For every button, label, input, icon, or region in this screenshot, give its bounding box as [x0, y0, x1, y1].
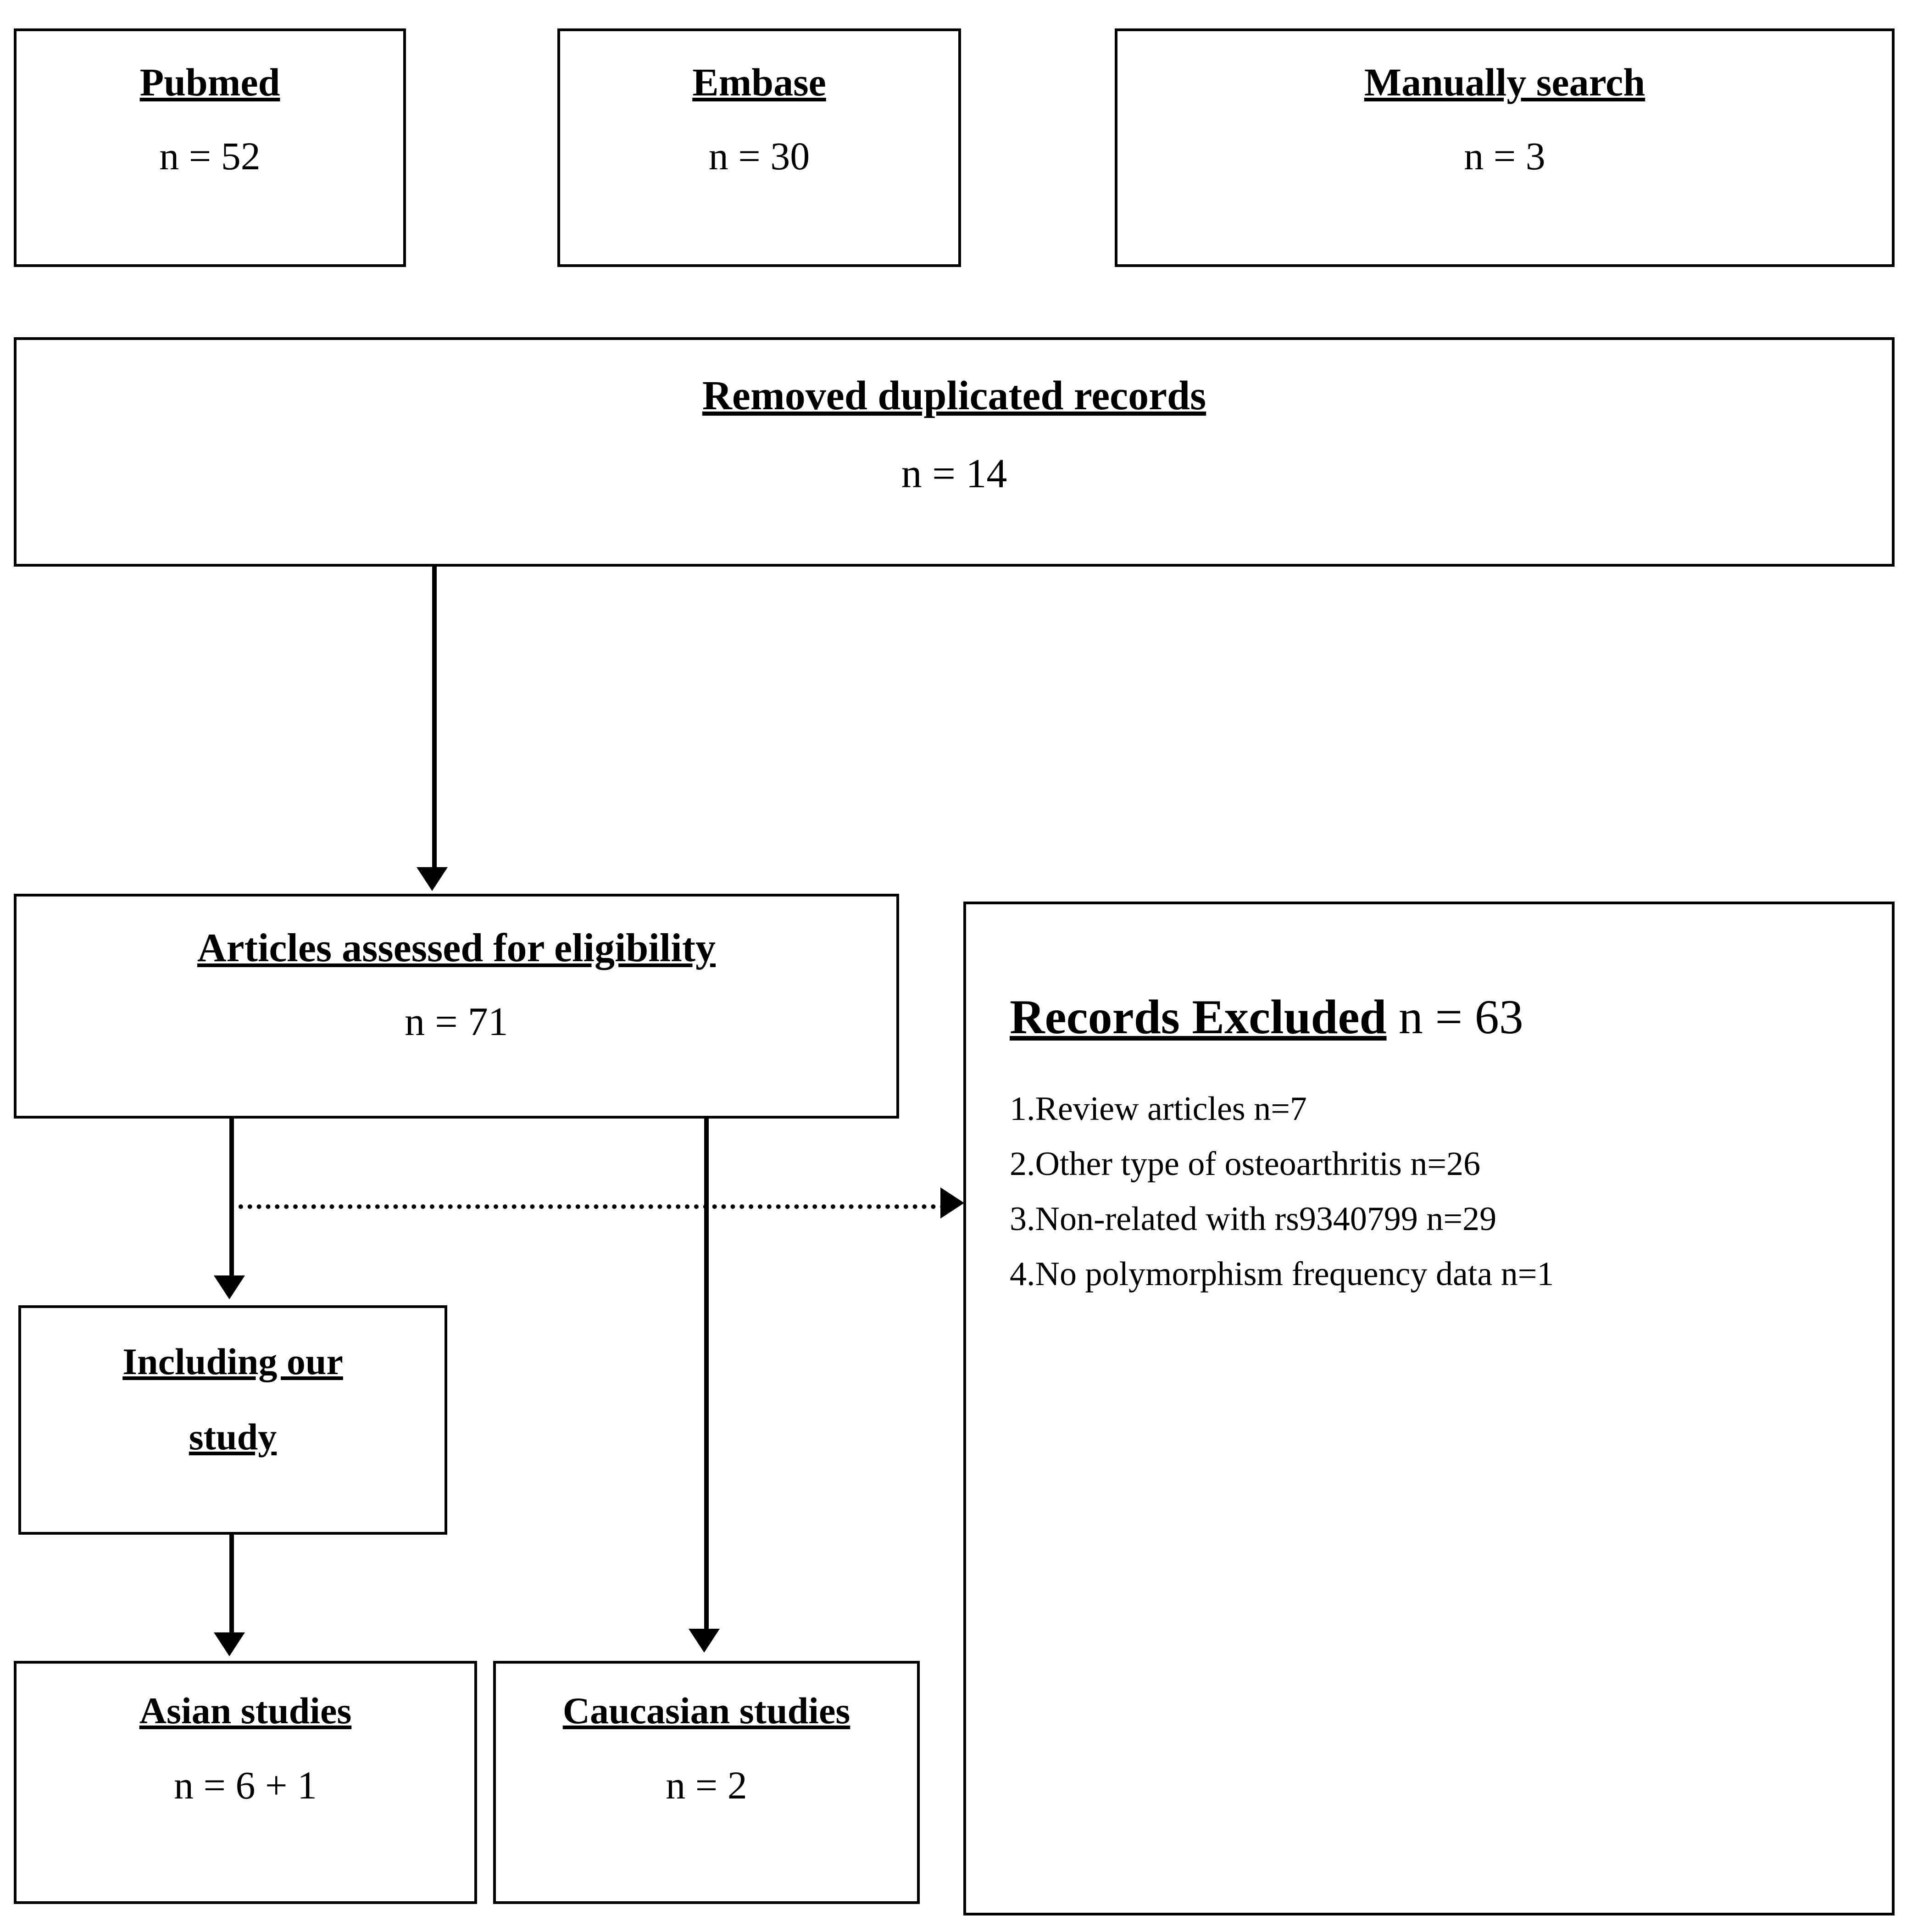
box-manual-search: [1115, 28, 1895, 267]
list-item: 2.Other type of osteoarthritis n=26: [1010, 1145, 1481, 1183]
box-caucasian-studies-title: Caucasian studies: [562, 1690, 850, 1732]
records-excluded-count: n = 63: [1386, 990, 1523, 1044]
arrowhead-eligibility-to-including: [214, 1275, 245, 1299]
box-removed-duplicates-title: Removed duplicated records: [702, 373, 1206, 418]
box-articles-assessed: [14, 894, 899, 1119]
box-records-excluded: [963, 902, 1895, 1915]
connector-eligibility-to-caucasian: [704, 1119, 709, 1632]
box-including-our-study-line1: Including our: [122, 1341, 343, 1382]
connector-eligibility-to-excluded: [229, 1204, 945, 1209]
box-manual-search-title: Manually search: [1364, 60, 1645, 104]
box-pubmed-count: n = 52: [159, 134, 261, 178]
box-asian-studies: [14, 1661, 477, 1904]
list-item: 4.No polymorphism frequency data n=1: [1010, 1255, 1554, 1293]
box-pubmed-title: Pubmed: [139, 60, 280, 104]
box-removed-duplicates: [14, 337, 1895, 567]
box-manual-search-count: n = 3: [1464, 134, 1545, 178]
arrowhead-eligibility-to-caucasian: [689, 1629, 720, 1653]
box-including-our-study-line2: study: [189, 1416, 277, 1458]
arrowhead-eligibility-to-excluded: [940, 1187, 964, 1219]
connector-duplicates-to-eligibility: [432, 567, 437, 872]
box-caucasian-studies: [493, 1661, 920, 1904]
records-excluded-label: Records Excluded: [1010, 990, 1387, 1044]
box-articles-assessed-count: n = 71: [405, 1000, 508, 1045]
list-item: 1.Review articles n=7: [1010, 1090, 1307, 1128]
box-asian-studies-title: Asian studies: [139, 1690, 352, 1732]
box-including-our-study: [18, 1305, 447, 1535]
box-embase-count: n = 30: [708, 134, 810, 178]
box-asian-studies-count: n = 6 + 1: [173, 1763, 317, 1808]
box-embase: [557, 28, 961, 267]
connector-eligibility-to-including: [229, 1119, 234, 1279]
list-item: 3.Non-related with rs9340799 n=29: [1010, 1200, 1497, 1238]
records-excluded-reason-list: [1010, 1082, 1554, 1302]
arrowhead-including-to-asian: [214, 1632, 245, 1656]
box-removed-duplicates-count: n = 14: [901, 451, 1007, 496]
box-embase-title: Embase: [692, 60, 826, 104]
box-articles-assessed-title: Articles assessed for eligibility: [197, 926, 716, 970]
box-records-excluded-heading: [1010, 989, 1523, 1045]
box-caucasian-studies-count: n = 2: [666, 1763, 747, 1808]
arrowhead-duplicates-to-eligibility: [417, 867, 448, 891]
connector-including-to-asian: [229, 1535, 234, 1636]
box-pubmed: [14, 28, 406, 267]
